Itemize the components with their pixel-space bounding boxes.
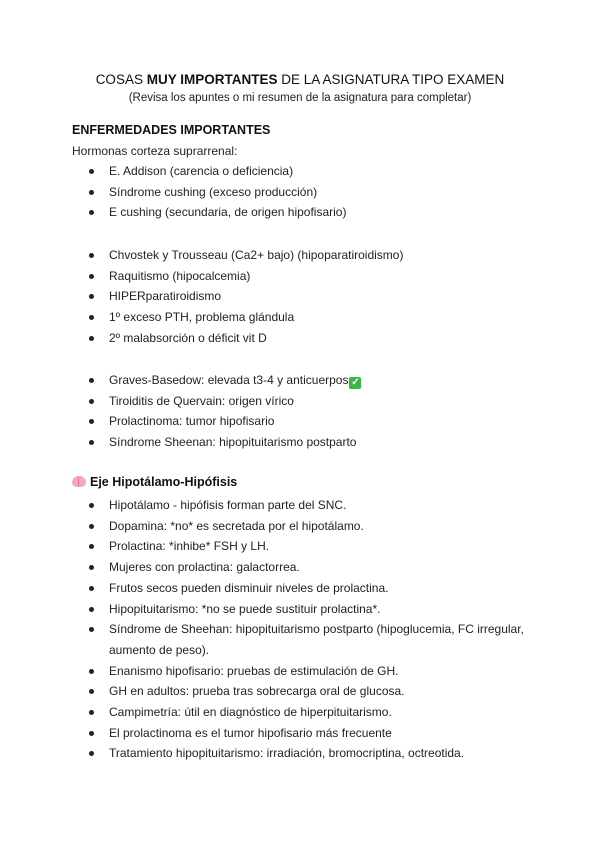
bullet [89,565,94,570]
list-item-text: E cushing (secundaria, de origen hipofisario) [109,205,347,220]
list-item-text: Tiroiditis de Quervain: origen vírico [109,393,294,408]
document-subtitle: (Revisa los apuntes o mi resumen de la asignatura para completar) [128,92,472,104]
list-item-text: E. Addison (carencia o deficiencia) [109,164,294,178]
bullet [89,544,94,549]
list-item-text: Dopamina: *no* es secretada por el hipotálamo. [109,518,364,533]
list-item [72,702,542,723]
list-eje-hipotalamo [72,495,542,764]
list-item [72,328,542,349]
bullet [89,253,94,258]
list-item [72,743,542,764]
document-title [0,71,600,89]
list-item [72,681,542,702]
list-item-text: Frutos secos pueden disminuir niveles de prolactina. [109,580,389,595]
section-intro: Hormonas corteza suprarrenal: [72,144,238,158]
section-heading-text: Eje Hipotálamo-Hipófisis [90,475,238,489]
list-item-text: 1º exceso PTH, problema glándula [109,310,295,325]
list-item [72,578,542,599]
list-item-text: Síndrome Sheenan: hipopituitarismo postparto [109,435,357,450]
list-item [72,557,542,578]
bullet [89,586,94,591]
list-item [72,307,542,328]
list-item-text: Hipopituitarismo: *no se puede sustituir prolactina*. [109,601,381,616]
list-item [72,536,542,557]
list-item [72,202,542,223]
list-item [72,495,542,516]
title-block [0,71,600,106]
bullet [89,689,94,694]
list-item-text: Hipotálamo - hipófisis forman parte del SNC. [109,498,347,512]
bullet [89,378,94,383]
list-item-text: HIPERparatiroidismo [109,289,222,304]
section-heading-eje [72,475,237,489]
list-item-text: Campimetría: útil en diagnóstico de hiperpituitarismo. [109,705,392,720]
list-item-text: Mujeres con prolactina: galactorrea. [109,560,300,575]
list-item [72,619,542,660]
title-bold: MUY IMPORTANTES [146,72,278,87]
list-item [72,370,542,391]
bullet [89,503,94,508]
section-heading-enfermedades: ENFERMEDADES IMPORTANTES [72,123,271,137]
check-mark-icon: ✓ [351,377,360,388]
list-item-text: Chvostek y Trousseau (Ca2+ bajo) (hipoparatiroidismo) [109,248,404,262]
list-item-text: GH en adultos: prueba tras sobrecarga oral de glucosa. [109,684,405,699]
list-item-text: 2º malabsorción o déficit vit D [109,330,267,345]
bullet [89,169,94,174]
list-item-text: Raquitismo (hipocalcemia) [109,268,251,283]
list-tiroides-hipofisis [72,370,542,453]
list-item [72,245,542,266]
bullet [89,190,94,195]
bullet [89,294,94,299]
list-item-text: El prolactinoma es el tumor hipofisario más frecuente [109,725,392,740]
bullet [89,524,94,529]
bullet [89,669,94,674]
list-item [72,391,542,412]
list-item-text: Tratamiento hipopituitarismo: irradiación, bromocriptina, octreotida. [109,746,465,761]
bullet [89,274,94,279]
bullet [89,731,94,736]
list-item-text: Enanismo hipofisario: pruebas de estimulación de GH. [109,663,399,678]
list-item-text: Síndrome cushing (exceso producción) [109,184,318,199]
bullet [89,607,94,612]
bullet [89,399,94,404]
bullet [89,419,94,424]
list-item [72,182,542,203]
list-item [72,516,542,537]
list-item [72,286,542,307]
bullet [89,710,94,715]
list-paratiroides [72,245,542,349]
list-item [72,661,542,682]
list-item [72,411,542,432]
title-prefix: COSAS [95,72,147,87]
list-item [72,161,542,182]
list-item [72,432,542,453]
title-suffix: DE LA ASIGNATURA TIPO EXAMEN [277,72,505,87]
bullet [89,627,94,632]
bullet [89,751,94,756]
list-corteza [72,161,542,223]
list-item [72,723,542,744]
bullet [89,440,94,445]
bullet [89,315,94,320]
list-item-text: Síndrome de Sheehan: hipopituitarismo postparto (hipoglucemia, FC irregular, aumento de peso). [109,622,524,657]
list-item [72,266,542,287]
bullet [89,210,94,215]
list-item-text: Prolactinoma: tumor hipofisario [109,414,275,429]
list-item-text: Graves-Basedow: elevada t3-4 y anticuerpos [109,373,349,387]
list-item [72,599,542,620]
brain-icon [72,476,86,487]
bullet [89,336,94,341]
list-item-text: Prolactina: *inhibe* FSH y LH. [109,539,270,554]
